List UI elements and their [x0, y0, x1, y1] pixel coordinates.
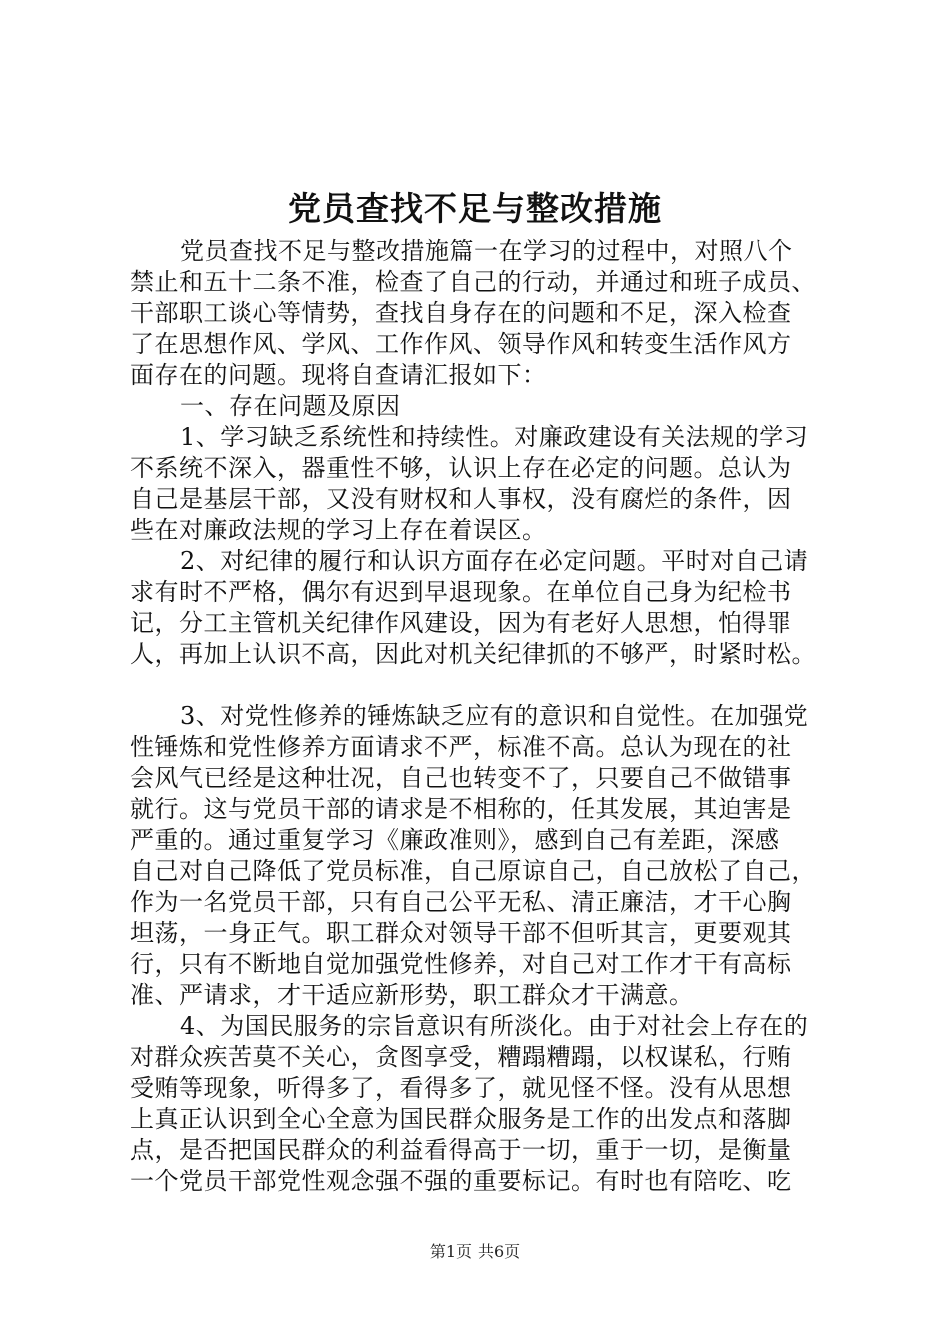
body-line: 自己是基层干部，又没有财权和人事权，没有腐烂的条件，因: [130, 485, 792, 513]
body-line: 3、对党性修养的锤炼缺乏应有的意识和自觉性。在加强党: [180, 702, 809, 730]
body-line: 自己对自己降低了党员标准，自己原谅自己，自己放松了自己，: [130, 857, 816, 885]
body-line: 行，只有不断地自觉加强党性修养，对自己对工作才干有高标: [130, 950, 792, 978]
section-heading: 一、存在问题及原因: [180, 392, 401, 420]
body-line: 人，再加上认识不高，因此对机关纪律抓的不够严，时紧时松。: [130, 640, 816, 668]
body-line: 党员查找不足与整改措施篇一在学习的过程中，对照八个: [180, 237, 793, 265]
body-line: 记，分工主管机关纪律作风建设，因为有老好人思想，怕得罪: [130, 609, 792, 637]
body-line: 不系统不深入，器重性不够，认识上存在必定的问题。总认为: [130, 454, 792, 482]
body-line: 坦荡，一身正气。职工群众对领导干部不但听其言，更要观其: [130, 919, 792, 947]
body-line: 一个党员干部党性观念强不强的重要标记。有时也有陪吃、吃: [130, 1167, 792, 1195]
body-line: 求有时不严格，偶尔有迟到早退现象。在单位自己身为纪检书: [130, 578, 792, 606]
document-body: [130, 236, 860, 1197]
body-line: 1、学习缺乏系统性和持续性。对廉政建设有关法规的学习: [180, 423, 809, 451]
body-line: 禁止和五十二条不准，检查了自己的行动，并通过和班子成员、: [130, 268, 816, 296]
body-line: 了在思想作风、学风、工作作风、领导作风和转变生活作风方: [130, 330, 792, 358]
body-line: 性锤炼和党性修养方面请求不严，标准不高。总认为现在的社: [130, 733, 792, 761]
body-line: 准、严请求，才干适应新形势，职工群众才干满意。: [130, 981, 694, 1009]
body-line: 就行。这与党员干部的请求是不相称的，任其发展，其迫害是: [130, 795, 792, 823]
blank-line: [130, 670, 860, 701]
body-line: 4、为国民服务的宗旨意识有所淡化。由于对社会上存在的: [180, 1012, 809, 1040]
page-total: 共6页: [478, 1242, 521, 1261]
page-footer: [0, 1240, 950, 1264]
body-line: 对群众疾苦莫不关心，贪图享受，糟蹋糟蹋，以权谋私，行贿: [130, 1043, 792, 1071]
body-line: 2、对纪律的履行和认识方面存在必定问题。平时对自己请: [180, 547, 809, 575]
body-line: 会风气已经是这种壮况，自己也转变不了，只要自己不做错事: [130, 764, 792, 792]
document-title: 党员查找不足与整改措施: [288, 189, 662, 228]
body-line: 严重的。通过重复学习《廉政准则》，感到自己有差距，深感: [130, 826, 780, 854]
body-line: 点，是否把国民群众的利益看得高于一切，重于一切，是衡量: [130, 1136, 792, 1164]
body-line: 上真正认识到全心全意为国民群众服务是工作的出发点和落脚: [130, 1105, 792, 1133]
body-line: 作为一名党员干部，只有自己公平无私、清正廉洁，才干心胸: [130, 888, 792, 916]
body-line: 干部职工谈心等情势，查找自身存在的问题和不足，深入检查: [130, 299, 792, 327]
body-line: 些在对廉政法规的学习上存在着误区。: [130, 516, 547, 544]
page-number: 第1页: [429, 1242, 472, 1261]
body-line: 受贿等现象，听得多了，看得多了，就见怪不怪。没有从思想: [130, 1074, 792, 1102]
body-line: 面存在的问题。现将自查请汇报如下：: [130, 361, 547, 389]
